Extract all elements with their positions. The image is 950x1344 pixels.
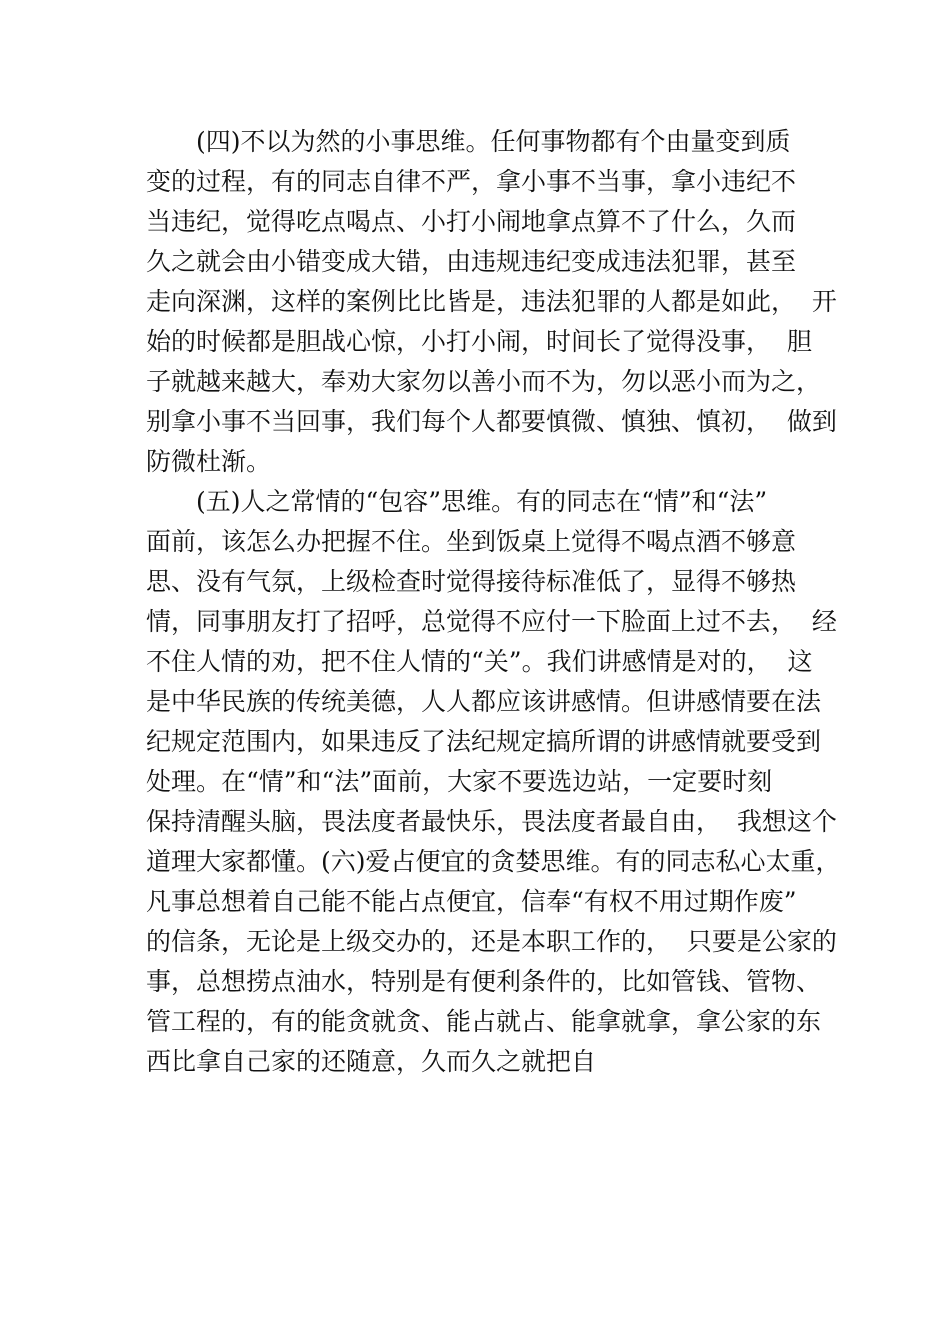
paragraph-5-line-11: 凡事总想着自己能不能占点便宜，信奉“有权不用过期作废” [146, 887, 797, 916]
paragraph-4-line-5: 走向深渊，这样的案例比比皆是，违法犯罪的人都是如此， 开 [146, 287, 837, 316]
paragraph-5-line-13: 事，总想捞点油水，特别是有便利条件的，比如管钱、管物、 [146, 967, 822, 996]
paragraph-5-line-3: 思、没有气氛，上级检查时觉得接待标准低了，显得不够热 [146, 567, 797, 596]
paragraph-4-line-6: 始的时候都是胆战心惊，小打小闹，时间长了觉得没事， 胆 [146, 327, 812, 356]
paragraph-5-line-15: 西比拿自己家的还随意，久而久之就把自 [146, 1047, 597, 1076]
paragraph-5-line-2: 面前，该怎么办把握不住。坐到饭桌上觉得不喝点酒不够意 [146, 527, 797, 556]
paragraph-5-line-1: (五)人之常情的“包容”思维。有的同志在“情”和“法” [196, 487, 768, 516]
paragraph-5-line-7: 纪规定范围内，如果违反了法纪规定搞所谓的讲感情就要受到 [146, 727, 822, 756]
paragraph-5-line-8: 处理。在“情”和“法”面前，大家不要选边站，一定要时刻 [146, 767, 773, 796]
paragraph-5-line-12: 的信条，无论是上级交办的，还是本职工作的， 只要是公家的 [146, 927, 837, 956]
paragraph-5-line-9: 保持清醒头脑，畏法度者最快乐，畏法度者最自由， 我想这个 [146, 807, 837, 836]
paragraph-4-line-7: 子就越来越大，奉劝大家勿以善小而不为，勿以恶小而为之， [146, 367, 822, 396]
paragraph-4-line-8: 别拿小事不当回事，我们每个人都要慎微、慎独、慎初， 做到 [146, 407, 837, 436]
paragraph-4-line-3: 当违纪，觉得吃点喝点、小打小闹地拿点算不了什么，久而 [146, 207, 797, 236]
paragraph-5-line-6: 是中华民族的传统美德，人人都应该讲感情。但讲感情要在法 [146, 687, 822, 716]
paragraph-4-line-1: (四)不以为然的小事思维。任何事物都有个由量变到质 [196, 127, 791, 156]
paragraph-4-line-2: 变的过程，有的同志自律不严，拿小事不当事，拿小违纪不 [146, 167, 797, 196]
paragraph-4-line-9: 防微杜渐。 [146, 447, 272, 476]
paragraph-5-line-10: 道理大家都懂。(六)爱占便宜的贪婪思维。有的同志私心太重， [146, 847, 841, 876]
paragraph-5-line-4: 情，同事朋友打了招呼，总觉得不应付一下脸面上过不去， 经 [146, 607, 837, 636]
paragraph-5-line-5: 不住人情的劝，把不住人情的“关”。我们讲感情是对的， 这 [146, 647, 813, 676]
paragraph-5-line-14: 管工程的，有的能贪就贪、能占就占、能拿就拿，拿公家的东 [146, 1007, 822, 1036]
paragraph-4-line-4: 久之就会由小错变成大错，由违规违纪变成违法犯罪，甚至 [146, 247, 797, 276]
